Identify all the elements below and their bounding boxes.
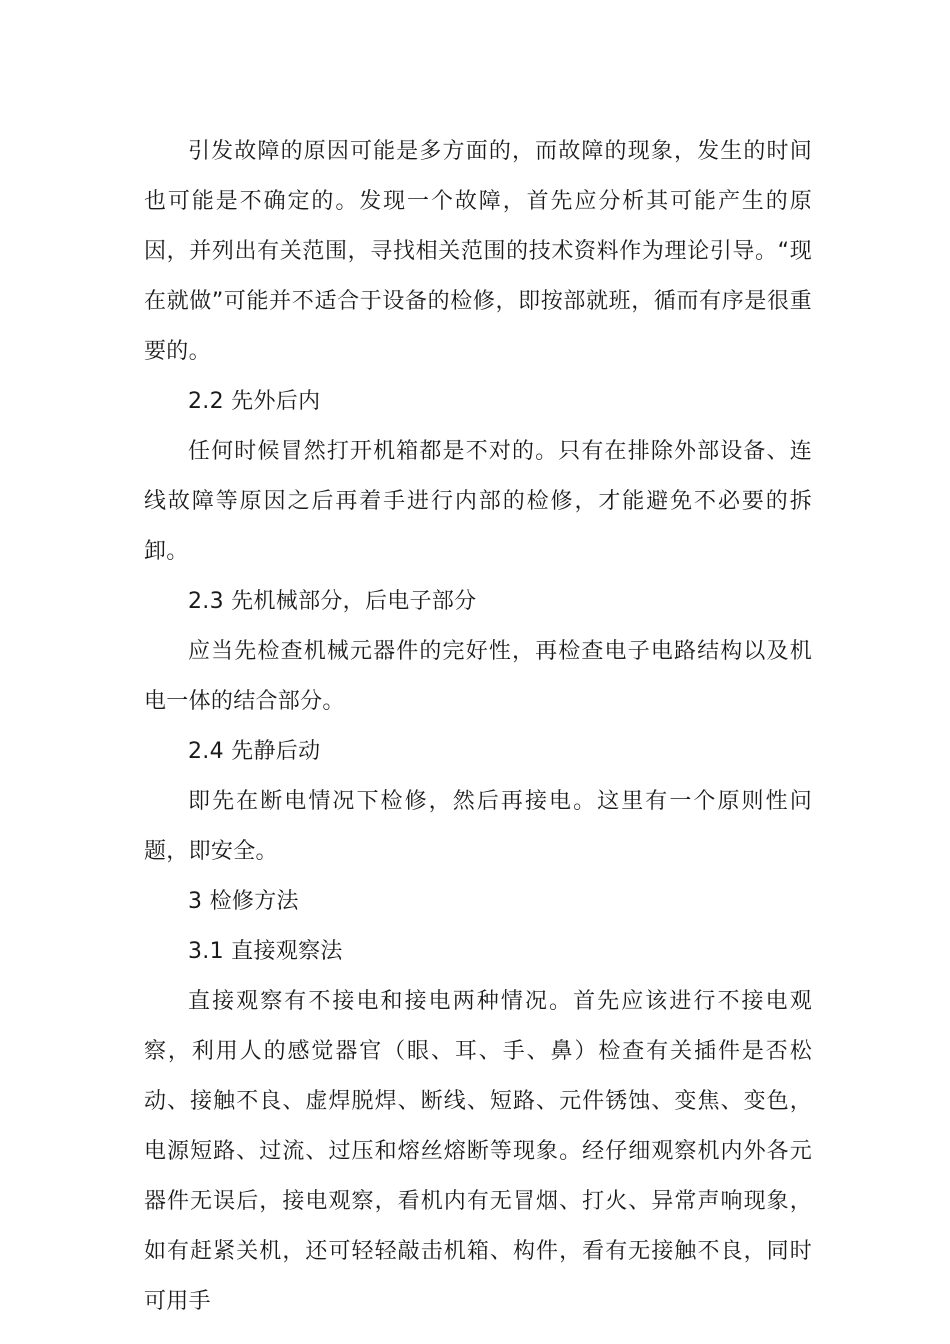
paragraph-outside-first: 任何时候冒然打开机箱都是不对的。只有在排除外部设备、连线故障等原因之后再着手进行内部的检修，才能避免不必要的拆卸。 bbox=[144, 439, 812, 564]
heading-3: 3 检修方法 bbox=[188, 889, 299, 914]
paragraph-fault-causes: 引发故障的原因可能是多方面的，而故障的现象，发生的时间也可能是不确定的。发现一个故障，首先应分析其可能产生的原因，并列出有关范围，寻找相关范围的技术资料作为理论引导。“现在就做”可能并不适合于设备的检修，即按部就班，循而有序是很重要的。 bbox=[144, 139, 812, 364]
document-body bbox=[144, 127, 812, 1327]
paragraph-static-first: 即先在断电情况下检修，然后再接电。这里有一个原则性问题，即安全。 bbox=[144, 789, 812, 864]
heading-2-4: 2.4 先静后动 bbox=[188, 739, 321, 764]
paragraph-mechanical-first: 应当先检查机械元器件的完好性，再检查电子电路结构以及机电一体的结合部分。 bbox=[144, 639, 812, 714]
heading-2-3: 2.3 先机械部分，后电子部分 bbox=[188, 589, 477, 614]
heading-3-1: 3.1 直接观察法 bbox=[188, 939, 343, 964]
paragraph-direct-observation: 直接观察有不接电和接电两种情况。首先应该进行不接电观察，利用人的感觉器官（眼、耳、手、鼻）检查有关插件是否松动、接触不良、虚焊脱焊、断线、短路、元件锈蚀、变焦、变色，电源短路、过流、过压和熔丝熔断等现象。经仔细观察机内外各元器件无误后，接电观察，看机内有无冒烟、打火、异常声响现象，如有赶紧关机，还可轻轻敲击机箱、构件，看有无接触不良，同时可用手 bbox=[144, 989, 812, 1314]
heading-2-2: 2.2 先外后内 bbox=[188, 389, 321, 414]
